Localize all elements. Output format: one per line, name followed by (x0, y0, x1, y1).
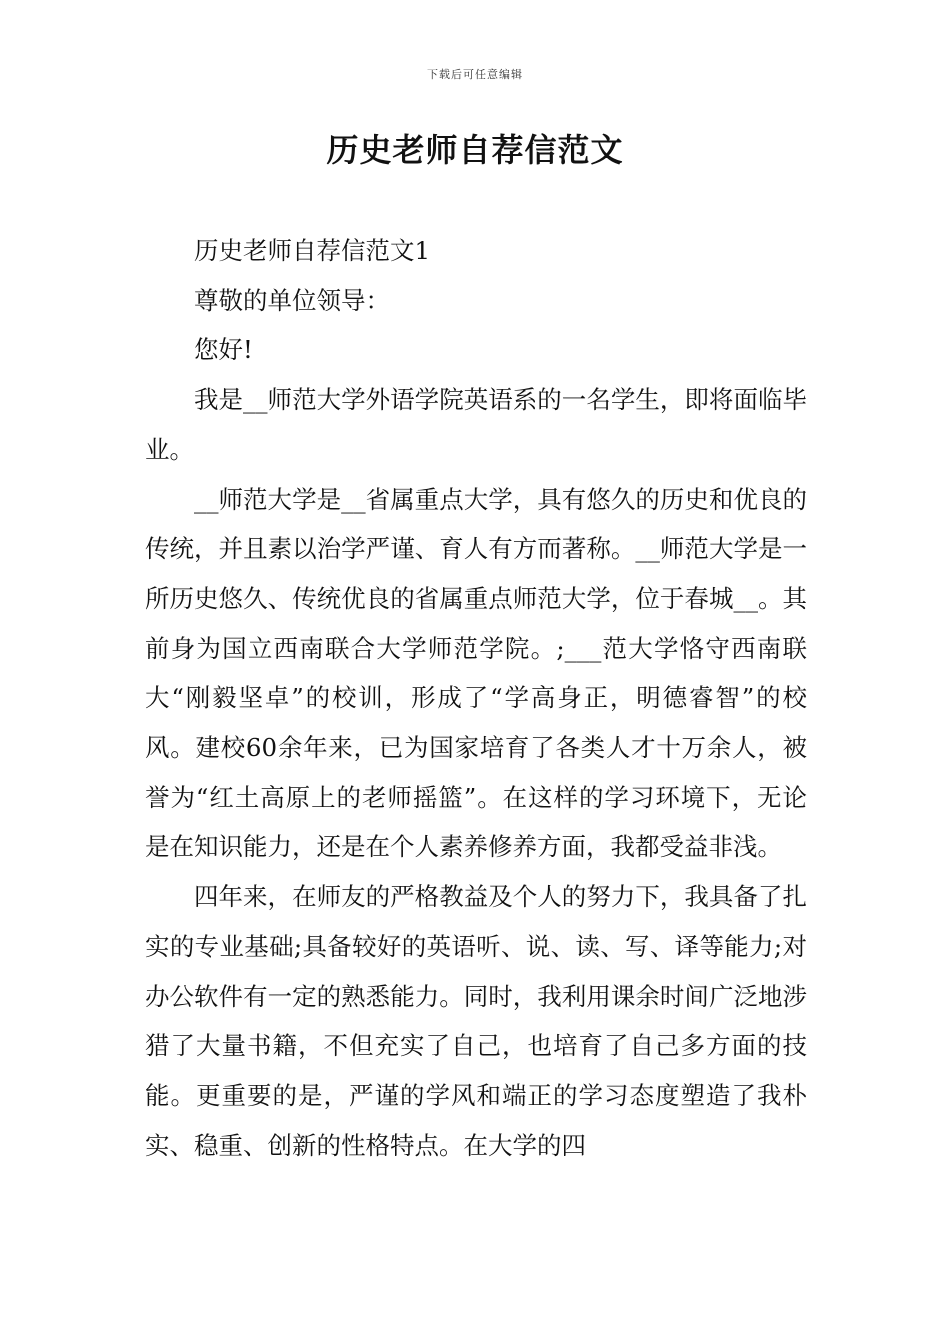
paragraph-greeting: 您好! (194, 335, 253, 365)
paragraph-subtitle: 历史老师自荐信范文1 (194, 236, 431, 265)
paragraph-university: __师范大学是__省属重点大学，具有悠久的历史和优良的传统，并且素以治学严谨、育人有方而著称。__师范大学是一所历史悠久、传统优良的省属重点师范大学，位于春城__。其前身为国立西南联合大学师范学院。;___范大学恪守西南联大“刚毅坚卓”的校训，形成了“学高身正，明德睿智”的校风。建校60余年来，已为国家培育了各类人才十万余人，被誉为“红土高原上的老师摇篮”。在这样的学习环境下，无论是在知识能力，还是在个人素养修养方面，我都受益非浅。 (145, 484, 807, 862)
header-note: 下载后可任意编辑 (427, 68, 523, 81)
document-body (145, 226, 807, 1170)
paragraph-study-years: 四年来，在师友的严格教益及个人的努力下，我具备了扎实的专业基础;具备较好的英语听、说、读、写、译等能力;对办公软件有一定的熟悉能力。同时，我利用课余时间广泛地涉猎了大量书籍，不但充实了自己，也培育了自己多方面的技能。更重要的是，严谨的学风和端正的学习态度塑造了我朴实、稳重、创新的性格特点。在大学的四 (145, 882, 807, 1160)
document-title: 历史老师自荐信范文 (326, 131, 624, 169)
paragraph-introduction: 我是__师范大学外语学院英语系的一名学生，即将面临毕业。 (145, 385, 807, 464)
paragraph-salutation: 尊敬的单位领导： (194, 285, 390, 315)
